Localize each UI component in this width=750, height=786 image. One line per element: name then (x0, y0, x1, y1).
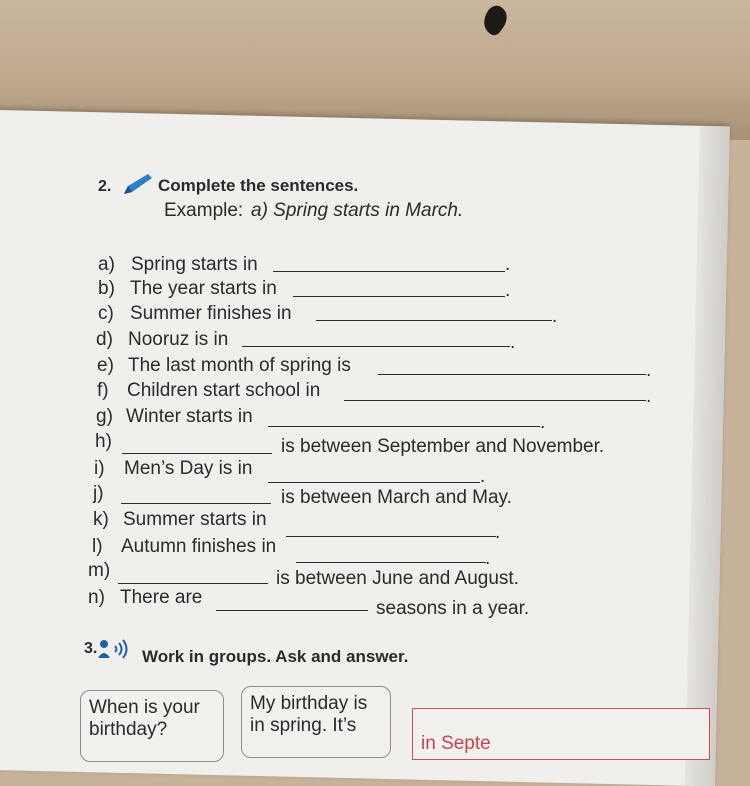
item-letter: m) (88, 560, 111, 581)
answer-blank[interactable] (378, 374, 646, 375)
answer-blank[interactable] (296, 562, 486, 563)
item-letter: e) (97, 355, 114, 376)
pencil-icon (120, 172, 154, 198)
item-text: is between June and August. (276, 568, 519, 589)
item-letter: g) (96, 406, 113, 427)
page-edge (685, 126, 730, 786)
speaker-icon (96, 638, 140, 660)
exercise-3-number: 3. (84, 640, 98, 657)
item-text: The year starts in (130, 278, 277, 299)
item-letter: k) (93, 509, 109, 530)
answer-blank[interactable] (344, 400, 646, 401)
item-letter: i) (94, 458, 105, 479)
item-period: . (485, 548, 491, 569)
item-text: Winter starts in (126, 406, 253, 427)
item-text: Men’s Day is in (124, 458, 253, 479)
answer-blank[interactable] (316, 320, 552, 321)
answer-blank[interactable] (293, 296, 505, 297)
item-letter: a) (98, 254, 115, 275)
item-letter: l) (92, 536, 103, 557)
item-letter: c) (98, 303, 114, 324)
red-answer-box (412, 708, 710, 760)
answer-blank[interactable] (286, 536, 496, 537)
item-letter: j) (93, 483, 104, 504)
item-period: . (540, 412, 546, 433)
item-period: . (480, 466, 486, 487)
item-period: . (646, 386, 652, 407)
answer-blank[interactable] (122, 453, 272, 454)
item-text: Summer starts in (123, 509, 267, 530)
item-letter: f) (97, 380, 109, 401)
item-text: Autumn finishes in (121, 536, 277, 557)
item-text: The last month of spring is (128, 355, 351, 376)
answer-blank[interactable] (242, 346, 510, 347)
item-text-2: seasons in a year. (376, 598, 530, 619)
item-letter: b) (98, 278, 115, 299)
card-text: My birthday is in spring. It’s (250, 693, 368, 736)
answer-blank[interactable] (268, 482, 480, 483)
item-text: Spring starts in (131, 254, 258, 275)
speech-card-answer (241, 686, 391, 758)
exercise-2-number: 2. (98, 178, 112, 195)
answer-blank[interactable] (273, 271, 505, 272)
example-prefix: Example: (164, 200, 244, 221)
answer-blank[interactable] (268, 426, 540, 427)
item-period: . (510, 332, 516, 353)
item-period: . (505, 280, 511, 301)
exercise-3-instruction: Work in groups. Ask and answer. (142, 647, 409, 666)
speech-card-question (80, 690, 224, 762)
card-text: in Septe (421, 733, 491, 754)
item-letter: h) (95, 431, 112, 452)
item-period: . (552, 306, 558, 327)
item-text: is between March and May. (281, 487, 512, 508)
item-letter: n) (88, 587, 105, 608)
item-period: . (505, 254, 511, 275)
answer-blank[interactable] (121, 503, 271, 504)
item-text: is between September and November. (281, 436, 605, 457)
item-letter: d) (96, 329, 113, 350)
answer-blank[interactable] (216, 610, 368, 611)
exercise-2-instruction: Complete the sentences. (158, 176, 359, 195)
example-text: a) Spring starts in March. (251, 200, 464, 221)
card-text: When is your birthday? (89, 697, 200, 740)
item-text: Children start school in (127, 380, 321, 401)
item-text: Summer finishes in (130, 303, 292, 324)
item-text: There are (120, 587, 203, 608)
item-period: . (495, 522, 501, 543)
item-text: Nooruz is in (128, 329, 229, 350)
answer-blank[interactable] (118, 583, 268, 584)
item-period: . (646, 360, 652, 381)
